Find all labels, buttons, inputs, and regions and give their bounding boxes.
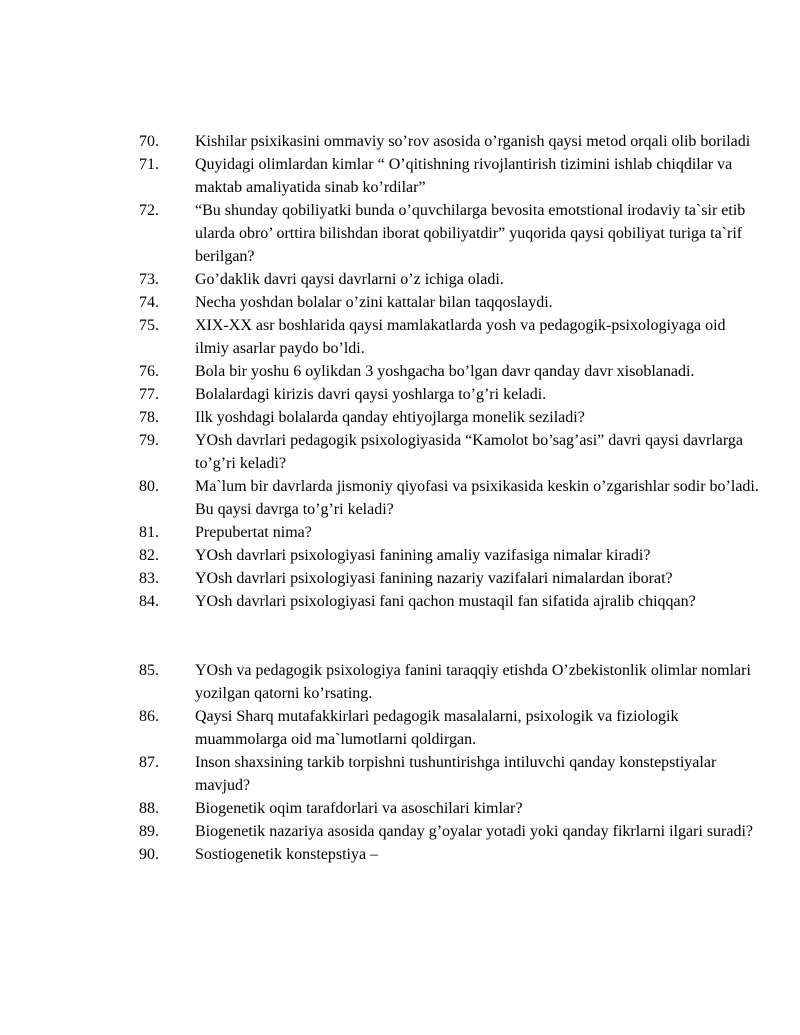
item-number: 79. (139, 432, 159, 449)
list-item (0, 567, 800, 590)
item-number: 83. (139, 570, 159, 587)
item-text: YOsh va pedagogik psixologiya fanini taraqqiy etishda O’zbekistonlik olimlar nomlari yozilgan qatorni ko’rsating. (195, 662, 751, 702)
list-item (0, 797, 800, 820)
item-number: 80. (139, 478, 159, 495)
item-number: 81. (139, 524, 159, 541)
item-number: 87. (139, 754, 159, 771)
item-text: Prepubertat nima? (195, 524, 312, 541)
list-item (0, 199, 800, 268)
item-text: Ma`lum bir davrlarda jismoniy qiyofasi va psixikasida keskin o’zgarishlar sodir bo’ladi. Bu qaysi davrga to’g’ri keladi? (195, 478, 759, 518)
list-item (0, 130, 800, 153)
item-number: 74. (139, 294, 159, 311)
item-text: Kishilar psixikasini ommaviy so’rov asosida o’rganish qaysi metod orqali olib boriladi (195, 133, 751, 150)
item-text: Quyidagi olimlardan kimlar “ O’qitishning rivojlantirish tizimini ishlab chiqdilar va maktab amaliyatida sinab ko’rdilar” (195, 156, 733, 196)
list-item (0, 268, 800, 291)
item-number: 85. (139, 662, 159, 679)
list-item (0, 843, 800, 866)
item-number: 77. (139, 386, 159, 403)
list-item (0, 429, 800, 475)
item-text: YOsh davrlari psixologiyasi fanining amaliy vazifasiga nimalar kiradi? (195, 547, 651, 564)
list-item (0, 544, 800, 567)
list-item (0, 475, 800, 521)
list-item (0, 153, 800, 199)
list-item (0, 820, 800, 843)
item-text: Bola bir yoshu 6 oylikdan 3 yoshgacha bo’lgan davr qanday davr xisoblanadi. (195, 363, 695, 380)
section-gap (0, 613, 800, 659)
item-number: 72. (139, 202, 159, 219)
item-text: Ilk yoshdagi bolalarda qanday ehtiyojlarga monelik seziladi? (195, 409, 585, 426)
item-number: 82. (139, 547, 159, 564)
item-text: Biogenetik oqim tarafdorlari va asoschilari kimlar? (195, 800, 523, 817)
item-number: 84. (139, 593, 159, 610)
item-number: 86. (139, 708, 159, 725)
item-number: 90. (139, 846, 159, 863)
item-number: 73. (139, 271, 159, 288)
list-item (0, 314, 800, 360)
item-number: 89. (139, 823, 159, 840)
list-item (0, 521, 800, 544)
list-item (0, 406, 800, 429)
item-number: 88. (139, 800, 159, 817)
item-text: Biogenetik nazariya asosida qanday g’oyalar yotadi yoki qanday fikrlarni ilgari suradi? (195, 823, 754, 840)
item-text: Qaysi Sharq mutafakkirlari pedagogik masalalarni, psixologik va fiziologik muammolarga oid ma`lumotlarni qoldirgan. (195, 708, 679, 748)
list-item (0, 291, 800, 314)
list-item (0, 590, 800, 613)
item-text: XIX-XX asr boshlarida qaysi mamlakatlarda yosh va pedagogik-psixologiyaga oid ilmiy asarlar paydo bo’ldi. (195, 317, 726, 357)
list-item (0, 383, 800, 406)
item-text: YOsh davrlari psixologiyasi fanining nazariy vazifalari nimalardan iborat? (195, 570, 673, 587)
item-text: “Bu shunday qobiliyatki bunda o’quvchilarga bevosita emotstional irodaviy ta`sir etib ularda obro’ orttira bilishdan iborat qobiliyatdir” yuqorida qaysi qobiliyat turiga ta`rif berilgan? (195, 202, 746, 265)
item-text: Necha yoshdan bolalar o’zini kattalar bilan taqqoslaydi. (195, 294, 553, 311)
question-list (0, 130, 800, 866)
item-text: Go’daklik davri qaysi davrlarni o’z ichiga oladi. (195, 271, 504, 288)
list-item (0, 705, 800, 751)
item-text: Bolalardagi kirizis davri qaysi yoshlarga to’g’ri keladi. (195, 386, 547, 403)
item-number: 76. (139, 363, 159, 380)
item-number: 70. (139, 133, 159, 150)
item-number: 75. (139, 317, 159, 334)
item-text: Inson shaxsining tarkib torpishni tushuntirishga intiluvchi qanday konstepstiyalar mavjud? (195, 754, 717, 794)
item-text: YOsh davrlari psixologiyasi fani qachon mustaqil fan sifatida ajralib chiqqan? (195, 593, 696, 610)
item-number: 71. (139, 156, 159, 173)
item-text: YOsh davrlari pedagogik psixologiyasida “Kamolot bo’sag’asi” davri qaysi davrlarga to’g’ri keladi? (195, 432, 744, 472)
list-item (0, 360, 800, 383)
item-text: Sostiogenetik konstepstiya – (195, 846, 379, 863)
list-item (0, 751, 800, 797)
item-number: 78. (139, 409, 159, 426)
list-item (0, 659, 800, 705)
